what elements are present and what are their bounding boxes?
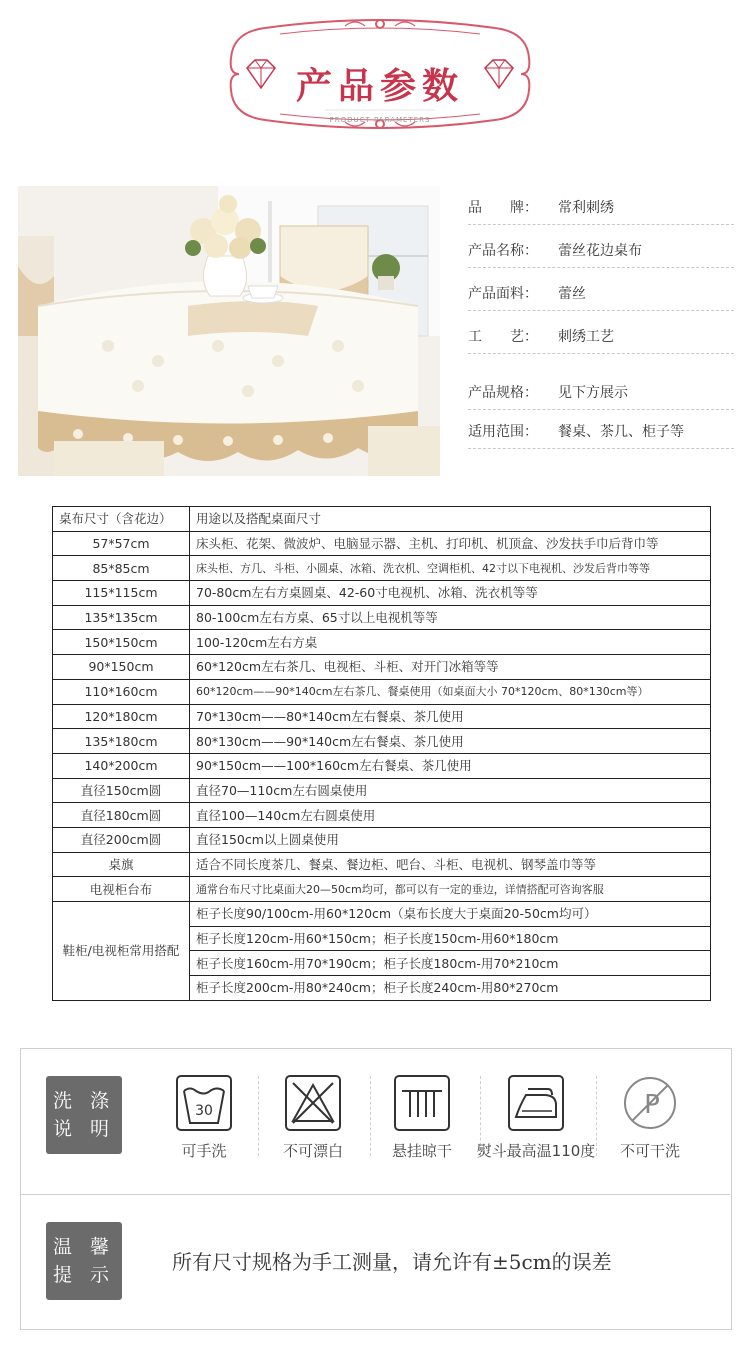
param-value: 见下方展示 bbox=[558, 385, 628, 401]
param-value: 餐桌、茶几、柜子等 bbox=[558, 424, 684, 440]
table-row bbox=[53, 902, 711, 927]
use-cell: 柜子长度90/100cm-用60*120cm（桌布长度大于桌面20-50cm均可） bbox=[190, 902, 711, 927]
badge-line: 说 明 bbox=[52, 1118, 116, 1140]
size-cell: 直径200cm圆 bbox=[53, 827, 190, 852]
cabinet-size-cell: 鞋柜/电视柜常用搭配 bbox=[53, 902, 190, 1001]
table-row bbox=[53, 778, 711, 803]
section-divider bbox=[20, 1194, 730, 1195]
table-row bbox=[53, 531, 711, 556]
care-label: 不可漂白 bbox=[282, 1142, 343, 1160]
use-cell: 60*120cm——90*140cm左右茶几、餐桌使用（如桌面大小 70*120cm、80*130cm等） bbox=[190, 679, 711, 704]
care-label: 悬挂晾干 bbox=[391, 1142, 452, 1160]
size-cell: 120*180cm bbox=[53, 704, 190, 729]
product-photo bbox=[18, 186, 440, 476]
notice-text: 所有尺寸规格为手工测量，请允许有±5cm的误差 bbox=[172, 1250, 612, 1274]
param-spec bbox=[468, 375, 734, 410]
param-scope bbox=[468, 414, 734, 449]
size-cell: 90*150cm bbox=[53, 655, 190, 680]
use-cell: 直径70—110cm左右圆桌使用 bbox=[190, 778, 711, 803]
hang-dry-icon bbox=[394, 1075, 450, 1131]
use-cell: 通常台布尺寸比桌面大20—50cm均可，都可以有一定的垂边，详情搭配可咨询客服 bbox=[190, 877, 711, 902]
use-cell: 柜子长度120cm-用60*150cm；柜子长度150cm-用60*180cm bbox=[190, 926, 711, 951]
washing-instructions-badge bbox=[46, 1076, 122, 1154]
use-cell: 直径100—140cm左右圆桌使用 bbox=[190, 803, 711, 828]
param-brand bbox=[468, 190, 734, 225]
param-label: 工 艺： bbox=[468, 329, 538, 345]
iron-110-icon bbox=[508, 1075, 564, 1131]
size-cell: 85*85cm bbox=[53, 556, 190, 581]
param-label: 产品名称： bbox=[468, 243, 538, 259]
use-cell: 床头柜、花架、微波炉、电脑显示器、主机、打印机、机顶盒、沙发扶手巾后背巾等 bbox=[190, 531, 711, 556]
table-row bbox=[53, 679, 711, 704]
header-banner bbox=[225, 18, 535, 130]
table-row bbox=[53, 729, 711, 754]
param-value: 蕾丝花边桌布 bbox=[558, 243, 642, 259]
table-row bbox=[53, 630, 711, 655]
care-label: 不可干洗 bbox=[619, 1142, 680, 1160]
use-cell: 60*120cm左右茶几、电视柜、斗柜、对开门冰箱等等 bbox=[190, 655, 711, 680]
page-subtitle: PRODUCT PARAMETERS bbox=[329, 116, 431, 124]
badge-line: 提 示 bbox=[52, 1264, 116, 1286]
icon-separator bbox=[370, 1076, 371, 1156]
icon-separator bbox=[596, 1076, 597, 1156]
size-table bbox=[52, 506, 711, 1001]
use-cell: 适合不同长度茶几、餐桌、餐边柜、吧台、斗柜、电视机、钢琴盖巾等等 bbox=[190, 852, 711, 877]
size-cell: 140*200cm bbox=[53, 753, 190, 778]
dry-clean-letter: P bbox=[644, 1090, 660, 1120]
hand-wash-30-icon bbox=[176, 1075, 232, 1131]
table-row bbox=[53, 556, 711, 581]
use-cell: 80*130cm——90*140cm左右餐桌、茶几使用 bbox=[190, 729, 711, 754]
table-header-use: 用途以及搭配桌面尺寸 bbox=[190, 507, 711, 532]
use-cell: 80-100cm左右方桌、65寸以上电视机等等 bbox=[190, 605, 711, 630]
table-row bbox=[53, 877, 711, 902]
table-row bbox=[53, 803, 711, 828]
size-cell: 135*180cm bbox=[53, 729, 190, 754]
no-bleach-icon bbox=[285, 1075, 341, 1131]
use-cell: 床头柜、方几、斗柜、小圆桌、冰箱、洗衣机、空调柜机、42寸以下电视机、沙发后背巾等等 bbox=[190, 556, 711, 581]
param-value: 常利刺绣 bbox=[558, 200, 614, 216]
use-cell: 70*130cm——80*140cm左右餐桌、茶几使用 bbox=[190, 704, 711, 729]
size-cell: 115*115cm bbox=[53, 581, 190, 606]
table-row bbox=[53, 852, 711, 877]
no-dry-clean-icon bbox=[622, 1075, 678, 1131]
table-row bbox=[53, 655, 711, 680]
param-product-name bbox=[468, 233, 734, 268]
table-row bbox=[53, 827, 711, 852]
param-craft bbox=[468, 319, 734, 354]
size-cell: 桌旗 bbox=[53, 852, 190, 877]
use-cell: 柜子长度200cm-用80*240cm；柜子长度240cm-用80*270cm bbox=[190, 976, 711, 1001]
page-title: 产品参数 bbox=[295, 65, 464, 107]
use-cell: 90*150cm——100*160cm左右餐桌、茶几使用 bbox=[190, 753, 711, 778]
badge-line: 洗 涤 bbox=[52, 1090, 116, 1112]
table-row bbox=[53, 753, 711, 778]
use-cell: 100-120cm左右方桌 bbox=[190, 630, 711, 655]
badge-line: 温 馨 bbox=[52, 1236, 116, 1258]
use-cell: 直径150cm以上圆桌使用 bbox=[190, 827, 711, 852]
table-header-row bbox=[53, 507, 711, 532]
param-value: 刺绣工艺 bbox=[558, 329, 614, 345]
care-label: 熨斗最高温110度 bbox=[476, 1142, 596, 1160]
param-label: 适用范围： bbox=[468, 424, 538, 440]
table-row bbox=[53, 581, 711, 606]
use-cell: 70-80cm左右方桌圆桌、42-60寸电视机、冰箱、洗衣机等等 bbox=[190, 581, 711, 606]
table-row bbox=[53, 605, 711, 630]
table-header-size: 桌布尺寸（含花边） bbox=[53, 507, 190, 532]
size-cell: 直径180cm圆 bbox=[53, 803, 190, 828]
icon-separator bbox=[258, 1076, 259, 1156]
param-label: 产品规格： bbox=[468, 385, 538, 401]
param-label: 品 牌： bbox=[468, 200, 538, 216]
size-cell: 110*160cm bbox=[53, 679, 190, 704]
param-value: 蕾丝 bbox=[558, 286, 586, 302]
param-fabric bbox=[468, 276, 734, 311]
size-cell: 电视柜台布 bbox=[53, 877, 190, 902]
size-cell: 直径150cm圆 bbox=[53, 778, 190, 803]
table-row bbox=[53, 704, 711, 729]
wash-temp-label: 30 bbox=[195, 1103, 213, 1119]
param-label: 产品面料： bbox=[468, 286, 538, 302]
use-cell: 柜子长度160cm-用70*190cm；柜子长度180cm-用70*210cm bbox=[190, 951, 711, 976]
notice-badge bbox=[46, 1222, 122, 1300]
size-cell: 57*57cm bbox=[53, 531, 190, 556]
care-label: 可手洗 bbox=[181, 1142, 227, 1160]
size-cell: 150*150cm bbox=[53, 630, 190, 655]
size-cell: 135*135cm bbox=[53, 605, 190, 630]
